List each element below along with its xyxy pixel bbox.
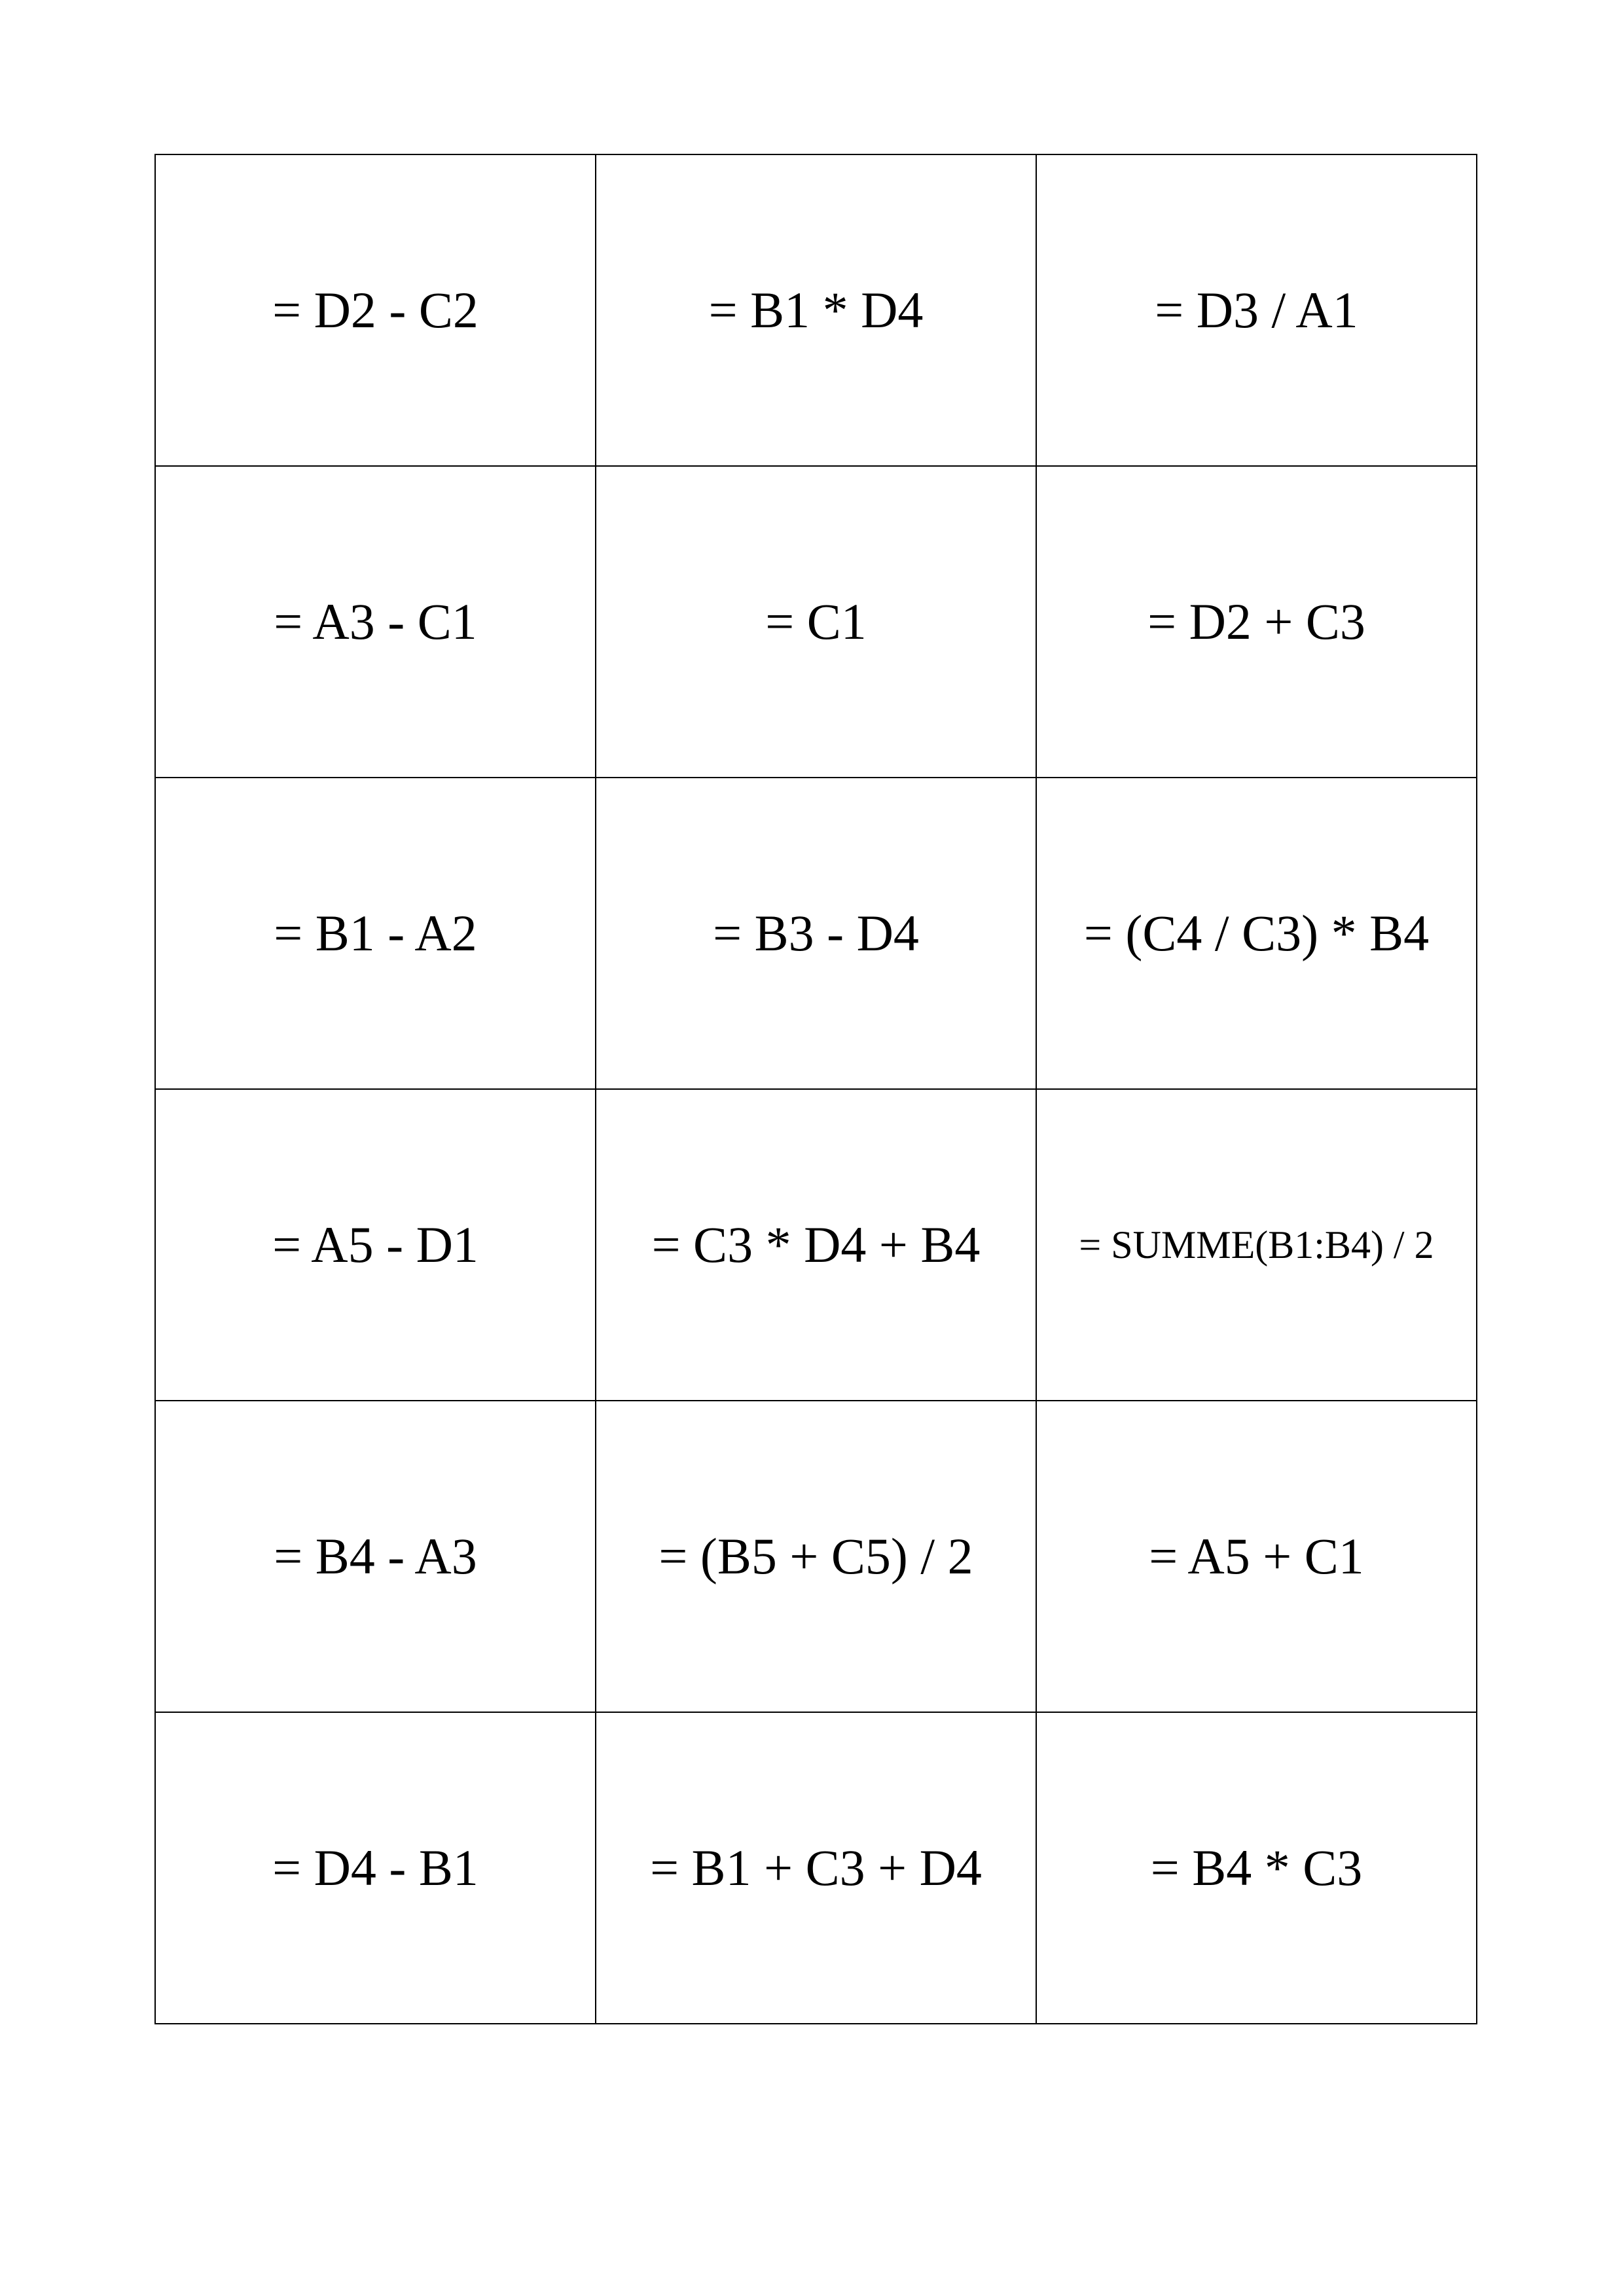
formula-card: = B1 * D4 (596, 154, 1036, 466)
formula-card: = B3 - D4 (596, 778, 1036, 1089)
formula-card: = D4 - B1 (155, 1712, 596, 2024)
formula-card: = SUMME(B1:B4) / 2 (1036, 1089, 1477, 1401)
card-row (155, 778, 1477, 1089)
formula-card-grid (154, 154, 1477, 2024)
formula-card: = B1 - A2 (155, 778, 596, 1089)
card-row (155, 1089, 1477, 1401)
card-row (155, 1401, 1477, 1712)
formula-card: = B4 - A3 (155, 1401, 596, 1712)
formula-card: = C3 * D4 + B4 (596, 1089, 1036, 1401)
card-row (155, 154, 1477, 466)
formula-card: = A5 - D1 (155, 1089, 596, 1401)
formula-card: = D3 / A1 (1036, 154, 1477, 466)
formula-card: = A5 + C1 (1036, 1401, 1477, 1712)
formula-card: = B4 * C3 (1036, 1712, 1477, 2024)
formula-card: = B1 + C3 + D4 (596, 1712, 1036, 2024)
formula-card: = D2 + C3 (1036, 466, 1477, 778)
card-row (155, 466, 1477, 778)
card-row (155, 1712, 1477, 2024)
formula-card: = C1 (596, 466, 1036, 778)
formula-card: = A3 - C1 (155, 466, 596, 778)
formula-card: = D2 - C2 (155, 154, 596, 466)
formula-card: = (C4 / C3) * B4 (1036, 778, 1477, 1089)
formula-card: = (B5 + C5) / 2 (596, 1401, 1036, 1712)
